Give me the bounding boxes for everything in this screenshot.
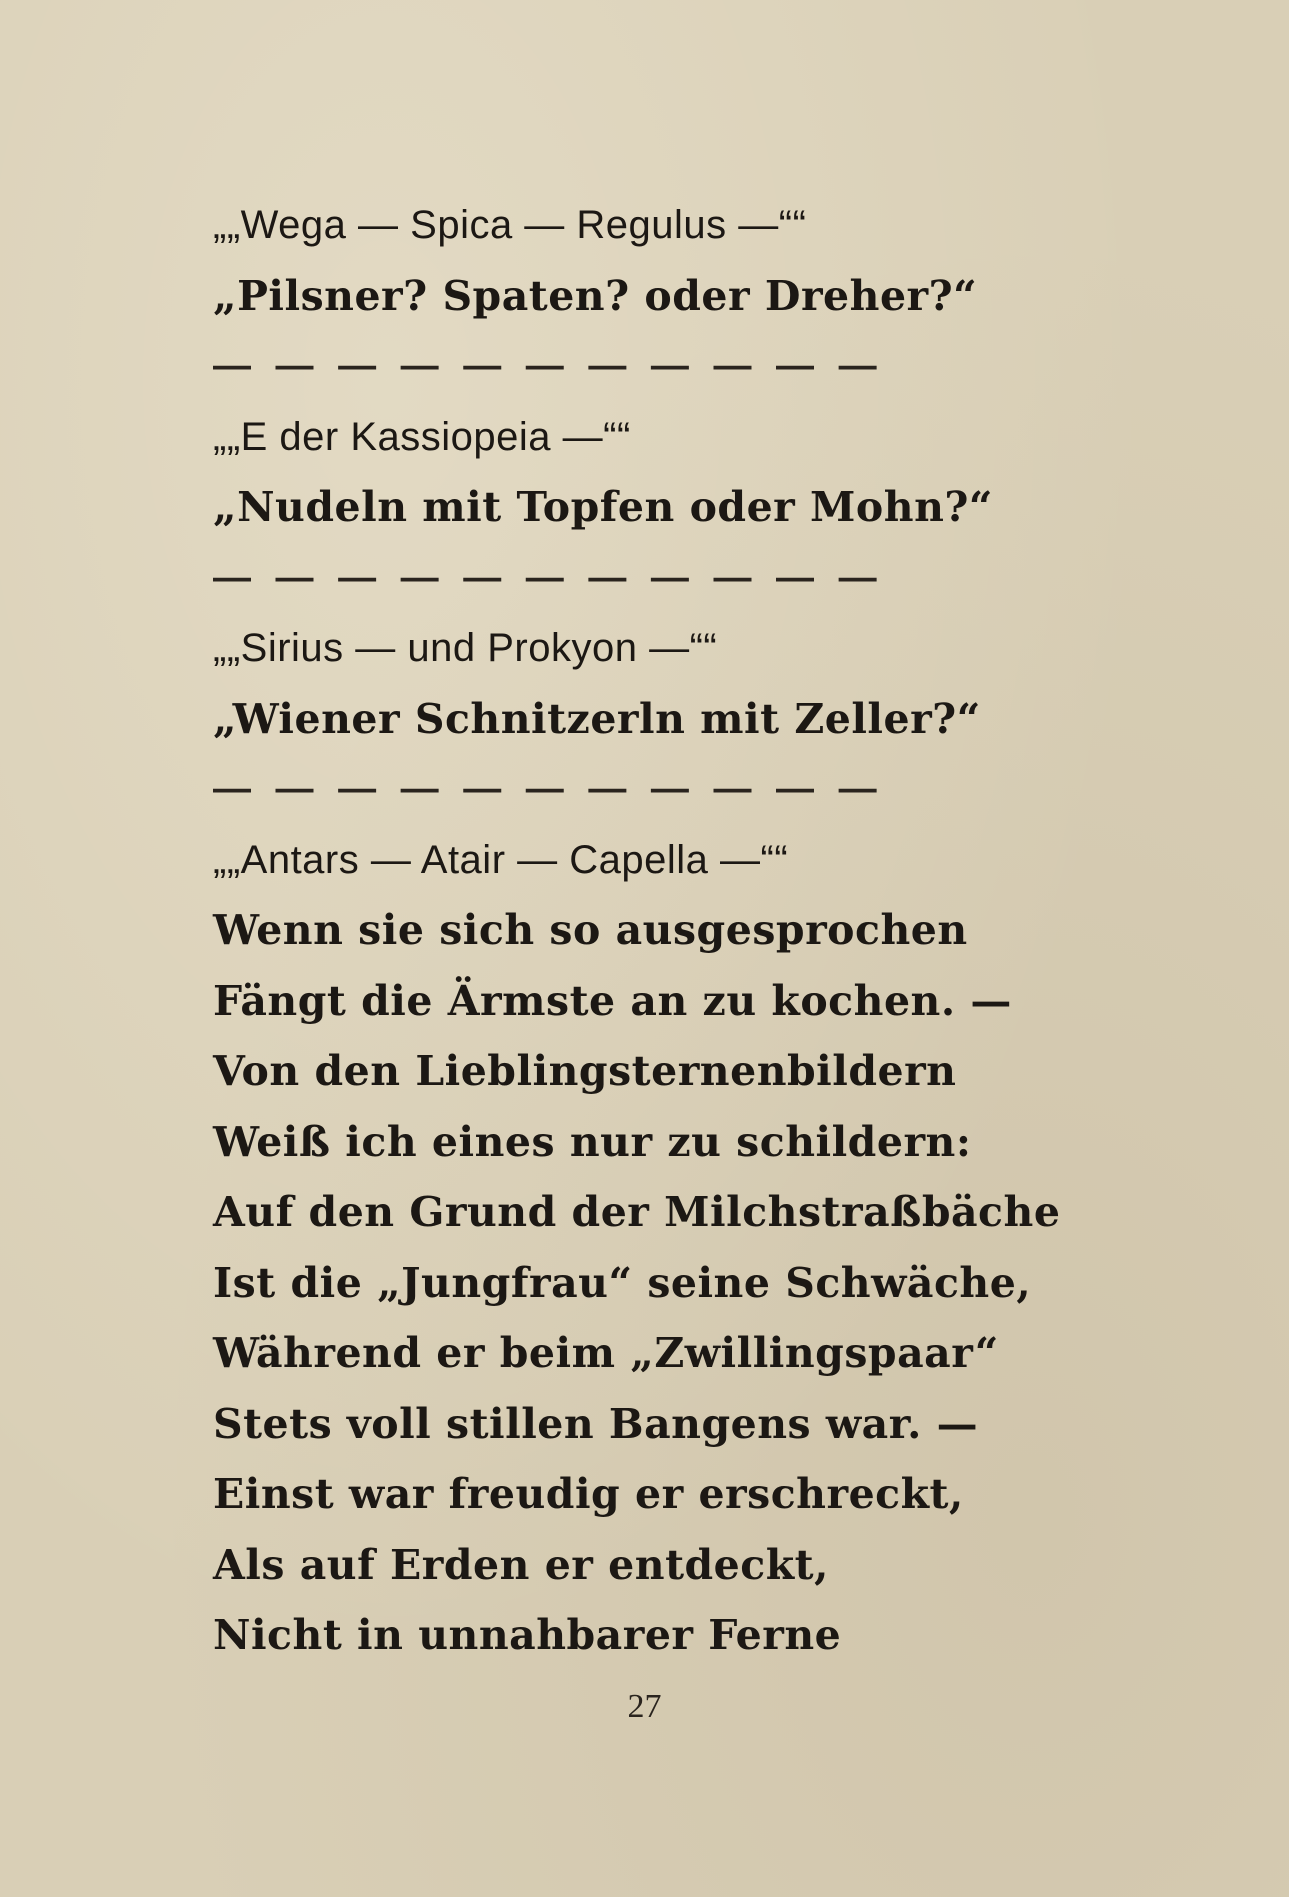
verse-line: Fängt die Ärmste an zu kochen. — — [213, 976, 1012, 1025]
verse-line: Als auf Erden er entdeckt, — [213, 1540, 829, 1589]
verse-line: Nicht in unnahbarer Ferne — [213, 1611, 842, 1659]
verse-line: Ist die „Jungfrau“ seine Schwäche, — [213, 1258, 1032, 1307]
verse-line: „Wiener Schnitzerln mit Zeller?“ — [213, 694, 981, 743]
verse-line: „„Wega — Spica — Regulus —““ — [213, 203, 807, 247]
dash-separator: — — — — — — — — — — — — [213, 556, 877, 599]
verse-line: „„Sirius — und Prokyon —““ — [213, 626, 718, 670]
page-number: 27 — [627, 1688, 662, 1725]
verse-line: Weiß ich eines nur zu schildern: — [213, 1117, 972, 1166]
verse-line: „„Antars — Atair — Capella —““ — [213, 837, 789, 882]
dash-separator: — — — — — — — — — — — — [213, 768, 877, 810]
verse-line: Stets voll stillen Bangens war. — — [213, 1399, 979, 1448]
verse-line: „Pilsner? Spaten? oder Dreher?“ — [213, 271, 978, 320]
dash-separator: — — — — — — — — — — — — [213, 345, 877, 387]
poem-text — [213, 190, 1073, 1671]
verse-line: Einst war freudig er erschreckt, — [213, 1470, 964, 1518]
verse-line: Auf den Grund der Milchstraßbäche — [213, 1188, 1061, 1236]
verse-line: „Nudeln mit Topfen oder Mohn?“ — [213, 483, 994, 531]
verse-line: Wenn sie sich so ausgesprochen — [213, 906, 968, 954]
verse-line: Von den Lieblingsternenbildern — [213, 1047, 957, 1095]
verse-line: „„E der Kassiopeia —““ — [213, 414, 631, 459]
verse-line: Während er beim „Zwillingspaar“ — [213, 1329, 999, 1377]
